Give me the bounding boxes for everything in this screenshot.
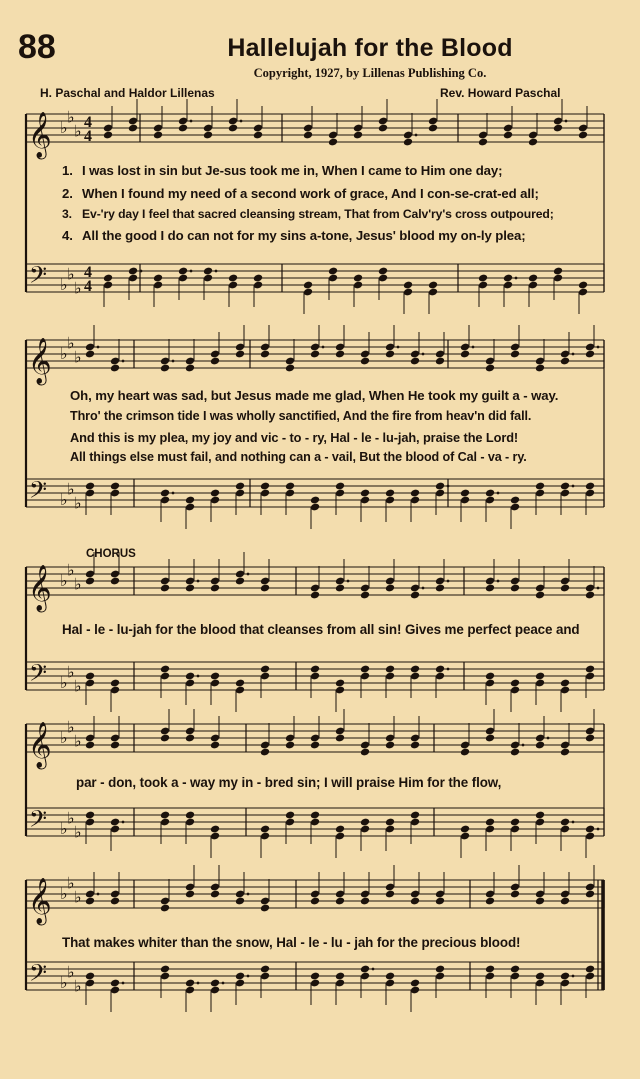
notehead (385, 818, 395, 827)
dot (547, 737, 550, 740)
dot (322, 346, 325, 349)
time-signature: 4 (84, 278, 92, 295)
notehead (360, 818, 370, 827)
notehead (485, 965, 495, 974)
treble-clef: 𝄞 (28, 565, 52, 611)
dot (447, 580, 450, 583)
notehead (210, 825, 220, 834)
treble-clef: 𝄞 (28, 338, 52, 384)
notehead (110, 741, 120, 750)
notehead (260, 584, 270, 593)
notehead (303, 281, 313, 290)
flat-sign: ♭ (74, 731, 82, 751)
notehead (210, 890, 220, 899)
notehead (310, 496, 320, 505)
hymn-number: 88 (18, 28, 56, 66)
flat-sign: ♭ (67, 107, 75, 127)
notehead (335, 350, 345, 359)
notehead (510, 818, 520, 827)
notehead (235, 897, 245, 906)
notehead (585, 482, 595, 491)
notehead (203, 267, 213, 276)
notehead (585, 734, 595, 743)
flat-sign: ♭ (67, 808, 75, 828)
notehead (210, 357, 220, 366)
dot (422, 353, 425, 356)
notehead (435, 357, 445, 366)
notehead (385, 890, 395, 899)
notehead (485, 489, 495, 498)
flat-sign: ♭ (74, 676, 82, 696)
dot (172, 360, 175, 363)
notehead (160, 965, 170, 974)
notehead (553, 267, 563, 276)
chorus-line: par - don, took a - way my in - bred sin; I will praise Him for the flow, (76, 775, 502, 790)
notehead (360, 489, 370, 498)
time-signature: 4 (84, 128, 92, 145)
notehead (560, 972, 570, 981)
notehead (535, 364, 545, 373)
dot (572, 821, 575, 824)
flat-sign: ♭ (67, 662, 75, 682)
dot (190, 120, 193, 123)
notehead (160, 904, 170, 913)
notehead (253, 274, 263, 283)
dot (422, 587, 425, 590)
notehead (178, 267, 188, 276)
flat-sign: ♭ (67, 560, 75, 580)
flat-sign: ♭ (60, 275, 68, 294)
notehead (385, 584, 395, 593)
hymn-title: Hallelujah for the Blood (227, 34, 513, 62)
notehead (410, 489, 420, 498)
treble-clef: 𝄞 (28, 878, 52, 924)
notehead (535, 591, 545, 600)
chorus-line: That makes whiter than the snow, Hal - le - lu - jah for the precious blood! (62, 935, 521, 950)
flat-sign: ♭ (74, 121, 82, 141)
notehead (360, 897, 370, 906)
notehead (310, 591, 320, 600)
notehead (110, 979, 120, 988)
notehead (560, 357, 570, 366)
dot (565, 120, 568, 123)
copyright-notice: Copyright, 1927, by Lillenas Publishing Co. (253, 66, 487, 80)
notehead (360, 965, 370, 974)
notehead (110, 897, 120, 906)
notehead (403, 138, 413, 147)
flat-sign: ♭ (74, 278, 82, 298)
dot (122, 982, 125, 985)
notehead (110, 364, 120, 373)
verse-line: Thro' the crimson tide I was wholly sanctified, And the fire from heav'n did fall. (70, 409, 532, 423)
notehead (410, 811, 420, 820)
notehead (310, 811, 320, 820)
dot (247, 573, 250, 576)
notehead (335, 584, 345, 593)
treble-clef: 𝄞 (28, 722, 52, 768)
flat-sign: ♭ (74, 493, 82, 513)
notehead (185, 364, 195, 373)
notehead (410, 979, 420, 988)
flat-sign: ♭ (74, 822, 82, 842)
notehead (160, 811, 170, 820)
notehead (378, 267, 388, 276)
notehead (585, 965, 595, 974)
notehead (360, 591, 370, 600)
notehead (485, 672, 495, 681)
notehead (310, 972, 320, 981)
notehead (535, 741, 545, 750)
dot (222, 982, 225, 985)
flat-sign: ♭ (67, 873, 75, 893)
dot (197, 580, 200, 583)
notehead (385, 489, 395, 498)
notehead (85, 672, 95, 681)
notehead (128, 267, 138, 276)
notehead (85, 972, 95, 981)
notehead (403, 281, 413, 290)
notehead (535, 672, 545, 681)
notehead (335, 679, 345, 688)
flat-sign: ♭ (67, 962, 75, 982)
notehead (553, 124, 563, 133)
notehead (185, 672, 195, 681)
time-signature: 4 (84, 114, 92, 131)
chorus-label: CHORUS (86, 548, 136, 560)
notehead (460, 748, 470, 757)
notehead (503, 131, 513, 140)
notehead (535, 482, 545, 491)
notehead (560, 897, 570, 906)
dot (372, 968, 375, 971)
notehead (510, 496, 520, 505)
bass-clef: 𝄢 (29, 659, 48, 692)
notehead (428, 124, 438, 133)
notehead (353, 131, 363, 140)
notehead (210, 489, 220, 498)
notehead (435, 965, 445, 974)
notehead (335, 482, 345, 491)
flat-sign: ♭ (67, 479, 75, 499)
notehead (285, 811, 295, 820)
notehead (235, 972, 245, 981)
flat-sign: ♭ (60, 490, 68, 509)
flat-sign: ♭ (60, 884, 68, 903)
notehead (85, 897, 95, 906)
notehead (560, 482, 570, 491)
notehead (110, 482, 120, 491)
notehead (85, 811, 95, 820)
dot (140, 270, 143, 273)
notehead (253, 131, 263, 140)
notehead (160, 584, 170, 593)
flat-sign: ♭ (74, 976, 82, 996)
notehead (110, 818, 120, 827)
dot (397, 346, 400, 349)
flat-sign: ♭ (67, 264, 75, 284)
notehead (203, 131, 213, 140)
flat-sign: ♭ (60, 673, 68, 692)
flat-sign: ♭ (60, 728, 68, 747)
notehead (110, 577, 120, 586)
dot (122, 360, 125, 363)
bass-clef: 𝄢 (29, 261, 48, 294)
dot (472, 346, 475, 349)
notehead (510, 890, 520, 899)
notehead (385, 350, 395, 359)
notehead (160, 665, 170, 674)
notehead (535, 811, 545, 820)
notehead (478, 274, 488, 283)
dot (190, 270, 193, 273)
notehead (185, 979, 195, 988)
notehead (385, 972, 395, 981)
notehead (260, 748, 270, 757)
notehead (360, 748, 370, 757)
treble-clef: 𝄞 (28, 112, 52, 158)
notehead (535, 972, 545, 981)
notehead (535, 897, 545, 906)
dot (247, 893, 250, 896)
notehead (160, 734, 170, 743)
notehead (335, 825, 345, 834)
notehead (385, 741, 395, 750)
notehead (310, 897, 320, 906)
dot (572, 353, 575, 356)
notehead (210, 672, 220, 681)
notehead (210, 979, 220, 988)
notehead (103, 131, 113, 140)
flat-sign: ♭ (74, 574, 82, 594)
notehead (510, 748, 520, 757)
notehead (410, 591, 420, 600)
dot (522, 744, 525, 747)
notehead (435, 482, 445, 491)
notehead (260, 482, 270, 491)
notehead (510, 350, 520, 359)
notehead (235, 577, 245, 586)
notehead (485, 584, 495, 593)
notehead (510, 679, 520, 688)
notehead (510, 584, 520, 593)
notehead (235, 482, 245, 491)
flat-sign: ♭ (60, 973, 68, 992)
notehead (578, 131, 588, 140)
verse-line: 1. I was lost in sin but Je-sus took me in, When I came to Him one day; (62, 163, 503, 178)
notehead (435, 897, 445, 906)
notehead (310, 350, 320, 359)
dot (240, 120, 243, 123)
notehead (328, 267, 338, 276)
dot (597, 828, 600, 831)
dot (347, 580, 350, 583)
flat-sign: ♭ (67, 717, 75, 737)
flat-sign: ♭ (67, 333, 75, 353)
flat-sign: ♭ (60, 571, 68, 590)
notehead (160, 489, 170, 498)
notehead (85, 577, 95, 586)
dot (197, 982, 200, 985)
dot (447, 668, 450, 671)
dot (572, 485, 575, 488)
notehead (260, 904, 270, 913)
flat-sign: ♭ (74, 347, 82, 367)
notehead (335, 734, 345, 743)
notehead (360, 665, 370, 674)
notehead (210, 741, 220, 750)
notehead (328, 138, 338, 147)
verse-line: 4. All the good I do can not for my sins a-tone, Jesus' blood my on-ly plea; (62, 228, 526, 243)
notehead (185, 584, 195, 593)
notehead (85, 350, 95, 359)
notehead (310, 665, 320, 674)
notehead (485, 818, 495, 827)
notehead (285, 482, 295, 491)
notehead (435, 665, 445, 674)
notehead (378, 124, 388, 133)
notehead (428, 281, 438, 290)
notehead (578, 281, 588, 290)
notehead (235, 679, 245, 688)
dot (247, 975, 250, 978)
dot (497, 492, 500, 495)
notehead (260, 825, 270, 834)
notehead (503, 274, 513, 283)
notehead (485, 734, 495, 743)
notehead (585, 825, 595, 834)
composer-credit: H. Paschal and Haldor Lillenas (40, 86, 215, 100)
notehead (360, 357, 370, 366)
notehead (510, 965, 520, 974)
dot (572, 975, 575, 978)
notehead (185, 811, 195, 820)
notehead (103, 274, 113, 283)
bass-clef: 𝄢 (29, 959, 48, 992)
chorus-line: Hal - le - lu-jah for the blood that cleanses from all sin! Gives me perfect peace and (62, 622, 580, 637)
notehead (160, 364, 170, 373)
notehead (285, 364, 295, 373)
bass-clef: 𝄢 (29, 805, 48, 838)
notehead (228, 124, 238, 133)
notehead (85, 741, 95, 750)
flat-sign: ♭ (60, 344, 68, 363)
dot (122, 821, 125, 824)
author-credit: Rev. Howard Paschal (440, 86, 561, 100)
flat-sign: ♭ (74, 887, 82, 907)
notehead (260, 665, 270, 674)
notehead (353, 274, 363, 283)
notehead (185, 496, 195, 505)
verse-line: Oh, my heart was sad, but Jesus made me glad, When He took my guilt a - way. (70, 388, 559, 403)
notehead (228, 274, 238, 283)
notehead (153, 131, 163, 140)
notehead (478, 138, 488, 147)
notehead (410, 357, 420, 366)
notehead (335, 972, 345, 981)
notehead (560, 748, 570, 757)
notehead (460, 825, 470, 834)
notehead (185, 890, 195, 899)
notehead (410, 897, 420, 906)
notehead (460, 489, 470, 498)
notehead (385, 665, 395, 674)
notehead (410, 741, 420, 750)
dot (597, 346, 600, 349)
notehead (235, 350, 245, 359)
notehead (285, 741, 295, 750)
notehead (460, 350, 470, 359)
notehead (585, 350, 595, 359)
dot (515, 277, 518, 280)
verse-line: 3. Ev-'ry day I feel that sacred cleansing stream, That from Calv'ry's cross outpoured; (62, 207, 554, 221)
verse-line: 2. When I found my need of a second work of grace, And I con-se-crat-ed all; (62, 186, 539, 201)
verse-line: All things else must fail, and nothing can a - vail, But the blood of Cal - va - ry. (70, 450, 527, 464)
flat-sign: ♭ (60, 819, 68, 838)
notehead (585, 591, 595, 600)
notehead (210, 584, 220, 593)
notehead (585, 665, 595, 674)
dot (497, 580, 500, 583)
notehead (410, 665, 420, 674)
notehead (560, 679, 570, 688)
notehead (528, 138, 538, 147)
notehead (153, 274, 163, 283)
notehead (435, 584, 445, 593)
notehead (560, 818, 570, 827)
notehead (560, 584, 570, 593)
dot (597, 587, 600, 590)
notehead (85, 482, 95, 491)
dot (172, 492, 175, 495)
time-signature: 4 (84, 264, 92, 281)
dot (97, 346, 100, 349)
notehead (485, 364, 495, 373)
bass-clef: 𝄢 (29, 476, 48, 509)
notehead (260, 965, 270, 974)
notehead (128, 124, 138, 133)
notehead (260, 350, 270, 359)
notehead (310, 741, 320, 750)
notehead (335, 897, 345, 906)
notehead (185, 734, 195, 743)
verse-line: And this is my plea, my joy and vic - to - ry, Hal - le - lu-jah, praise the Lord! (70, 430, 519, 445)
notehead (528, 274, 538, 283)
notehead (178, 124, 188, 133)
notehead (303, 131, 313, 140)
flat-sign: ♭ (60, 118, 68, 137)
notehead (585, 890, 595, 899)
dot (97, 893, 100, 896)
notehead (485, 897, 495, 906)
dot (447, 485, 450, 488)
notehead (110, 679, 120, 688)
dot (415, 134, 418, 137)
dot (215, 270, 218, 273)
dot (197, 675, 200, 678)
